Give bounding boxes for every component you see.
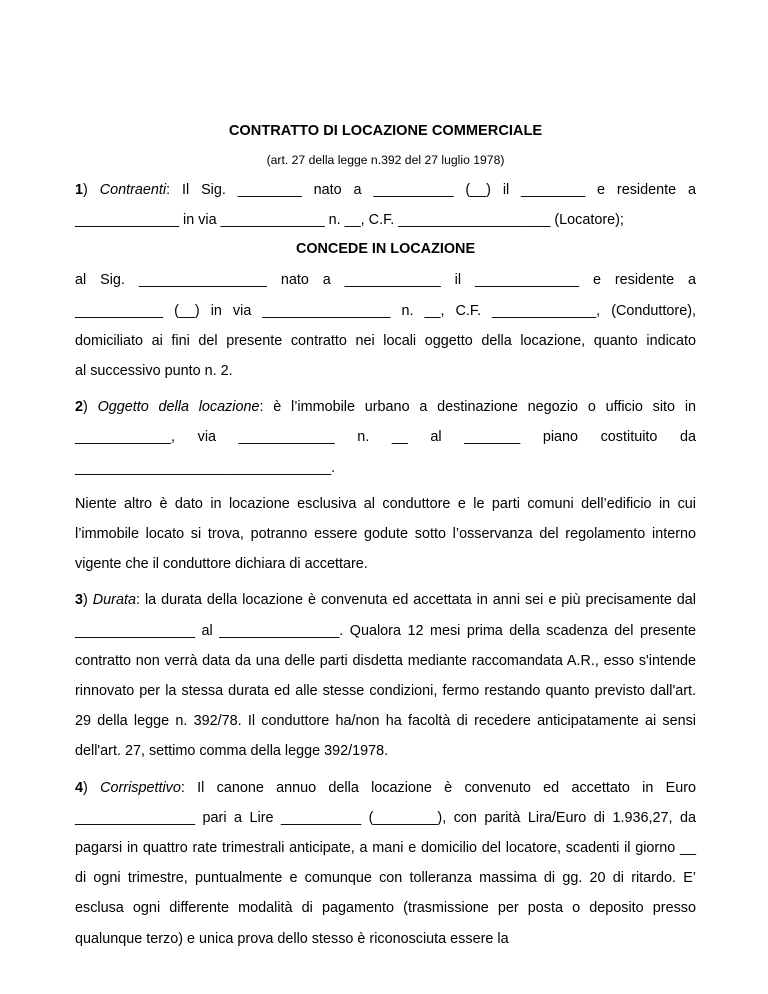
section-2-label: Oggetto della locazione: [97, 399, 260, 416]
conduttore-line-1: al Sig. ________________ nato a ____________ il _____________ e residente a: [75, 272, 696, 289]
section-2-text-1: : è l’immobile urbano a destinazione negozio o ufficio sito in: [259, 399, 697, 416]
section-3-text: : la durata della locazione è convenuta ed accettata in anni sei e più precisamente dal _______________ al _______________. Qualora 12 mesi prima della scadenza del presente contratto non verrà data da una delle parti disdetta mediante raccomandata A.R., esso s'intende rinnovato per la stessa durata ed alle stesse condizioni, fermo restando quanto previsto dall'art. 29 della legge n. 392/78. Il conduttore ha/non ha facoltà di recedere anticipatamente ai sensi dell'art. 27, settimo comma della legge 392/1978.: [75, 592, 696, 760]
document-subtitle: (art. 27 della legge n.392 del 27 luglio 1978): [266, 153, 505, 167]
conduttore-line-3: domiciliato ai fini del presente contratto nei locali oggetto della locazione, quanto indicato: [75, 332, 696, 349]
section-3-durata: 3) Durata: la durata della locazione è convenuta ed accettata in anni sei e più precisamente dal _______________ al _______________. Qualora 12 mesi prima della scadenza del presente contratto non verrà data da una delle parti disdetta mediante raccomandata A.R., esso s'intende rinnovato per la stessa durata ed alle stesse condizioni, fermo restando quanto previsto dall'art. 29 della legge n. 392/78. Il conduttore ha/non ha facoltà di recedere anticipatamente ai sensi dell'art. 27, settimo comma della legge 392/1978.: [75, 592, 696, 760]
section-3-label: Durata: [92, 592, 136, 609]
concede-heading: CONCEDE IN LOCAZIONE: [295, 241, 476, 258]
section-3-number: 3: [75, 592, 84, 609]
section-4-corrispettivo: 4) Corrispettivo: Il canone annuo della locazione è convenuto ed accettato in Euro _______________ pari a Lire __________ (________), con parità Lira/Euro di 1.936,27, da pagarsi in quattro rate trimestrali anticipate, a mani e domicilio del locatore, scadenti il giorno __ di ogni trimestre, puntualmente e comunque con tolleranza massima di gg. 20 di ritardo. E’ esclusa ogni differente modalità di pagamento (trasmissione per posta o deposito presso qualunque terzo) e unica prova dello stesso è riconosciuta essere la: [75, 779, 696, 947]
section-2-number: 2: [75, 399, 84, 416]
section-4-text: : Il canone annuo della locazione è convenuto ed accettato in Euro _______________ pari a Lire __________ (________), con parità Lira/Euro di 1.936,27, da pagarsi in quattro rate trimestrali anticipate, a mani e domicilio del locatore, scadenti il giorno __ di ogni trimestre, puntualmente e comunque con tolleranza massima di gg. 20 di ritardo. E’ esclusa ogni differente modalità di pagamento (trasmissione per posta o deposito presso qualunque terzo) e unica prova dello stesso è riconosciuta essere la: [75, 779, 696, 947]
section-1-label: Contraenti: [99, 182, 167, 198]
section-1-line-1: 1) Contraenti: Il Sig. ________ nato a __________ (__) il ________ e residente a: [75, 182, 696, 198]
conduttore-block: [75, 265, 696, 386]
section-2-line-2: ____________, via ____________ n. __ al _______ piano costituito da: [75, 429, 696, 446]
document-title: CONTRATTO DI LOCAZIONE COMMERCIALE: [228, 123, 543, 139]
section-4-label: Corrispettivo: [100, 779, 181, 796]
section-2-line-1: 2) Oggetto della locazione: è l’immobile urbano a destinazione negozio o ufficio sito in: [75, 399, 697, 416]
conduttore-line-2: ___________ (__) in via ________________ n. __, C.F. _____________, (Conduttore),: [75, 302, 696, 319]
section-2-paragraph-2: Niente altro è dato in locazione esclusiva al conduttore e le parti comuni dell’edificio in cui l’immobile locato si trova, potranno essere godute sotto l’osservanza del regolamento interno vigente che il conduttore dichiara di accettare.: [75, 495, 696, 573]
section-4-number: 4: [75, 779, 84, 796]
section-1-line-2: _____________ in via _____________ n. __, C.F. ___________________ (Locatore);: [75, 212, 624, 229]
section-1-contraenti: [75, 175, 696, 235]
section-1-number: 1: [75, 182, 84, 198]
conduttore-line-4: al successivo punto n. 2.: [75, 363, 233, 380]
document-page: [75, 121, 696, 954]
section-1-text-1: : Il Sig. ________ nato a __________ (__) il ________ e residente a: [166, 182, 696, 198]
section-2-line-3: ________________________________.: [75, 459, 336, 476]
section-2-oggetto: [75, 392, 696, 483]
